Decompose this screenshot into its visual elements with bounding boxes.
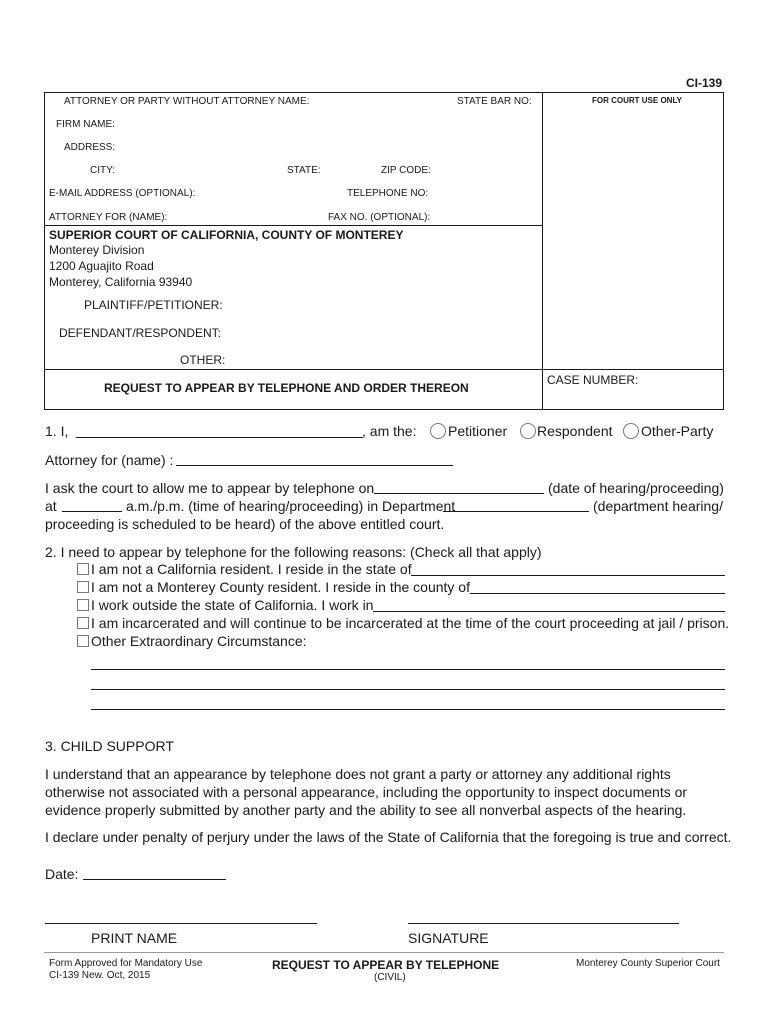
attorney-label: ATTORNEY OR PARTY WITHOUT ATTORNEY NAME: xyxy=(64,96,310,107)
footer-court: Monterey County Superior Court xyxy=(576,958,720,969)
footer-form-rev: CI-139 New. Oct, 2015 xyxy=(49,970,151,981)
time-hint: a.m./p.m. (time of hearing/proceeding) in Department xyxy=(126,498,456,514)
plaintiff-label: PLAINTIFF/PETITIONER: xyxy=(84,298,223,312)
caption-box xyxy=(44,92,724,410)
court-use-label: FOR COURT USE ONLY xyxy=(592,96,682,105)
name-field[interactable] xyxy=(76,437,363,438)
case-number-label: CASE NUMBER: xyxy=(547,373,639,387)
date-label: Date: xyxy=(45,866,79,882)
work-location-field[interactable] xyxy=(373,611,725,612)
reason-label-1: I am not a California resident. I reside in the state of xyxy=(91,561,412,577)
reason-label-4: I am incarcerated and will continue to be incarcerated at the time of the court proceeding at jail / prison. xyxy=(91,615,730,631)
state-bar-label: STATE BAR NO: xyxy=(457,96,532,107)
address-label: ADDRESS: xyxy=(64,142,116,153)
declaration-text: I declare under penalty of perjury under the laws of the State of California that the foregoing is true and correct. xyxy=(45,829,732,845)
case-number-divider xyxy=(542,369,724,370)
reason-checkbox-4[interactable] xyxy=(77,617,89,629)
footer-divider xyxy=(44,952,724,953)
circumstance-line-3[interactable] xyxy=(91,709,725,710)
other-party-radio[interactable] xyxy=(623,423,639,439)
attorney-for-field[interactable] xyxy=(176,465,453,466)
section1-prefix: 1. I, xyxy=(45,423,69,439)
print-name-line[interactable] xyxy=(45,923,317,924)
form-title: REQUEST TO APPEAR BY TELEPHONE AND ORDER THEREON xyxy=(104,381,469,395)
department-field[interactable] xyxy=(443,511,589,512)
signature-line[interactable] xyxy=(408,923,679,924)
hearing-time-field[interactable] xyxy=(62,511,122,512)
court-divider xyxy=(44,225,542,226)
form-number: CI-139 xyxy=(685,76,722,90)
footer-subtitle: (CIVIL) xyxy=(374,972,406,983)
other-label: OTHER: xyxy=(180,353,226,367)
circumstance-line-2[interactable] xyxy=(91,689,725,690)
am-the-label: , am the: xyxy=(362,423,417,439)
reside-county-field[interactable] xyxy=(470,593,725,594)
reason-label-2: I am not a Monterey County resident. I reside in the county of xyxy=(91,579,470,595)
attorney-for-name-label: Attorney for (name) : xyxy=(45,452,174,468)
signature-label: SIGNATURE xyxy=(408,930,489,946)
footer-title: REQUEST TO APPEAR BY TELEPHONE xyxy=(272,958,500,972)
city-label: CITY: xyxy=(90,165,116,176)
reason-checkbox-1[interactable] xyxy=(77,563,89,575)
ask-text: I ask the court to allow me to appear by telephone on xyxy=(45,480,375,496)
section3-heading: 3. CHILD SUPPORT xyxy=(45,738,174,754)
date-field[interactable] xyxy=(83,879,226,880)
date-hint: (date of hearing/proceeding) xyxy=(548,480,724,496)
petitioner-radio[interactable] xyxy=(430,423,446,439)
title-divider xyxy=(44,369,542,370)
defendant-label: DEFENDANT/RESPONDENT: xyxy=(59,326,222,340)
telephone-label: TELEPHONE NO: xyxy=(347,188,429,199)
footer-approved: Form Approved for Mandatory Use xyxy=(49,958,203,969)
respondent-radio[interactable] xyxy=(520,423,536,439)
reside-state-field[interactable] xyxy=(411,575,725,576)
fax-label: FAX NO. (OPTIONAL): xyxy=(328,212,431,223)
court-street: 1200 Aguajito Road xyxy=(49,259,154,273)
petitioner-label: Petitioner xyxy=(448,423,508,439)
zip-label: ZIP CODE: xyxy=(381,165,431,176)
circumstance-line-1[interactable] xyxy=(91,669,725,670)
court-name: SUPERIOR COURT OF CALIFORNIA, COUNTY OF MONTEREY xyxy=(49,228,404,242)
reason-label-3: I work outside the state of California. I work in xyxy=(91,597,374,613)
firm-label: FIRM NAME: xyxy=(56,119,115,130)
reason-checkbox-5[interactable] xyxy=(77,635,89,647)
court-division: Monterey Division xyxy=(49,243,145,257)
email-label: E-MAIL ADDRESS (OPTIONAL): xyxy=(49,188,196,199)
attorney-for-label: ATTORNEY FOR (NAME): xyxy=(49,212,168,223)
other-party-label: Other-Party xyxy=(641,423,714,439)
rights-text-1: I understand that an appearance by telephone does not grant a party or attorney any additional rights xyxy=(45,766,671,782)
reason-checkbox-3[interactable] xyxy=(77,599,89,611)
reason-label-5: Other Extraordinary Circumstance: xyxy=(91,633,307,649)
court-city: Monterey, California 93940 xyxy=(49,275,193,289)
rights-text-3: evidence properly submitted by another party and the ability to see all nonverbal aspects of the hearing. xyxy=(45,802,687,818)
dept-hint: (department hearing/ xyxy=(593,498,723,514)
section2-intro: 2. I need to appear by telephone for the following reasons: (Check all that apply) xyxy=(45,544,542,560)
respondent-label: Respondent xyxy=(537,423,613,439)
dept-hint-cont: proceeding is scheduled to be heard) of the above entitled court. xyxy=(45,516,445,532)
state-label: STATE: xyxy=(287,165,321,176)
hearing-date-field[interactable] xyxy=(374,493,544,494)
court-use-divider xyxy=(542,92,543,410)
at-text: at xyxy=(45,498,57,514)
rights-text-2: otherwise not associated with a personal appearance, including the opportunity to inspect documents or xyxy=(45,784,688,800)
reason-checkbox-2[interactable] xyxy=(77,581,89,593)
print-name-label: PRINT NAME xyxy=(91,930,178,946)
